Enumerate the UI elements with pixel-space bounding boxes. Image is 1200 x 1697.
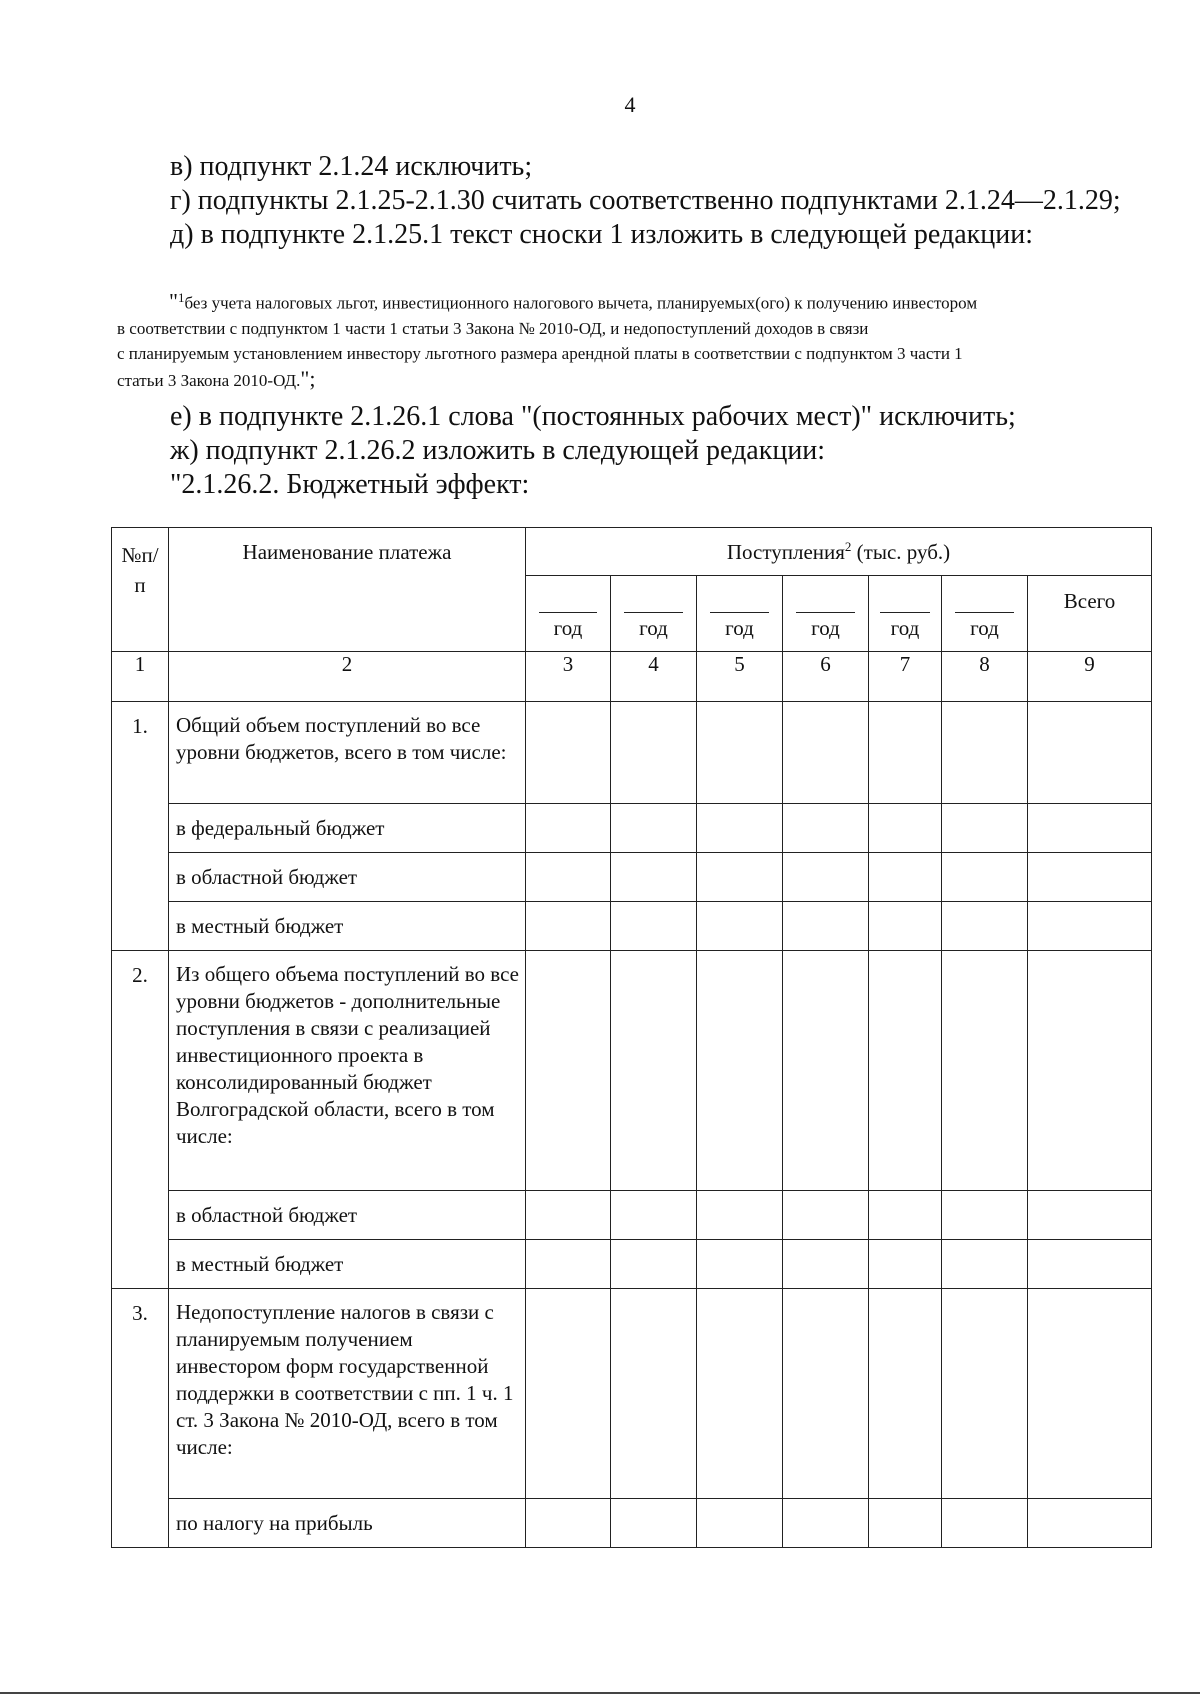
row-name: Из общего объема поступлений во все уровни бюджетов - дополнительные поступления в связи с реализацией инвестиционного проекта в консолидированный бюджет Волгоградской области, всего в том числе: — [169, 951, 526, 1191]
header-year-1: год — [526, 576, 611, 652]
header-row-number: №п/ п — [112, 528, 169, 652]
footnote-line-3: с планируемым установлением инвестору льготного размера арендной платы в соответствии с подпунктом 3 части 1 — [117, 343, 963, 363]
header-year-2: год — [611, 576, 697, 652]
row-sub-name: в местный бюджет — [169, 1240, 526, 1289]
column-index: 4 — [611, 652, 697, 702]
header-year-6: год — [942, 576, 1028, 652]
scan-bottom-edge — [0, 1692, 1200, 1694]
table-subrow — [112, 902, 1152, 951]
column-index: 6 — [783, 652, 869, 702]
column-index: 2 — [169, 652, 526, 702]
column-index-row — [112, 652, 1152, 702]
budget-effect-table — [111, 527, 1152, 1548]
table-subrow — [112, 853, 1152, 902]
header-total: Всего — [1028, 576, 1152, 652]
row-number: 1. — [112, 702, 169, 951]
row-sub-name: в местный бюджет — [169, 902, 526, 951]
column-index: 8 — [942, 652, 1028, 702]
header-receipts: Поступления$^2$ (тыс. руб.) — [526, 528, 1152, 576]
footnote-line-2: в соответствии с подпунктом 1 части 1 статьи 3 Закона № 2010-ОД, и недопоступлений доходов в связи — [117, 318, 869, 338]
row-name: Общий объем поступлений во все уровни бюджетов, всего в том числе: — [169, 702, 526, 804]
header-year-3: год — [697, 576, 783, 652]
budget-effect-heading: "2.1.26.2. Бюджетный эффект: — [170, 469, 530, 500]
row-name: Недопоступление налогов в связи с планируемым получением инвестором форм государственной поддержки в соответствии с пп. 1 ч. 1 ст. 3 Закона № 2010-ОД, всего в том числе: — [169, 1289, 526, 1499]
footnote-line-4: статьи 3 Закона 2010-ОД."; — [117, 365, 316, 391]
amendment-items-top — [170, 150, 1150, 252]
column-index: 9 — [1028, 652, 1152, 702]
amendment-items-bottom — [170, 400, 1150, 502]
table-subrow — [112, 1240, 1152, 1289]
amendment-item-v: в) подпункт 2.1.24 исключить; — [170, 151, 533, 182]
footnote-marker: 1 — [177, 290, 185, 305]
amendment-item-g: г) подпункты 2.1.25-2.1.30 считать соответственно подпунктами 2.1.24—2.1.29; — [170, 185, 1121, 216]
row-sub-name: в областной бюджет — [169, 853, 526, 902]
row-number: 3. — [112, 1289, 169, 1548]
table-subrow — [112, 1191, 1152, 1240]
header-payment-name: Наименование платежа — [169, 528, 526, 652]
header-year-4: год — [783, 576, 869, 652]
column-index: 1 — [112, 652, 169, 702]
footnote-line-1: "$^1$без учета налоговых льгот, инвестиционного налогового вычета, планируемых(ого) к получению инвестором — [169, 288, 978, 314]
table-subrow — [112, 1499, 1152, 1548]
row-sub-name: в федеральный бюджет — [169, 804, 526, 853]
header-year-5: год — [869, 576, 942, 652]
page-number: 4 — [624, 92, 636, 117]
table-row — [112, 702, 1152, 804]
row-number: 2. — [112, 951, 169, 1289]
amendment-item-e: е) в подпункте 2.1.26.1 слова "(постоянных рабочих мест)" исключить; — [170, 401, 1016, 432]
amendment-item-d: д) в подпункте 2.1.25.1 текст сноски 1 изложить в следующей редакции: — [170, 219, 1033, 250]
row-sub-name: в областной бюджет — [169, 1191, 526, 1240]
table-subrow — [112, 804, 1152, 853]
table-row — [112, 951, 1152, 1191]
column-index: 7 — [869, 652, 942, 702]
column-index: 3 — [526, 652, 611, 702]
row-sub-name: по налогу на прибыль — [169, 1499, 526, 1548]
footnote-text — [117, 285, 1147, 393]
table-row — [112, 1289, 1152, 1499]
amendment-item-zh: ж) подпункт 2.1.26.2 изложить в следующей редакции: — [170, 435, 826, 466]
column-index: 5 — [697, 652, 783, 702]
